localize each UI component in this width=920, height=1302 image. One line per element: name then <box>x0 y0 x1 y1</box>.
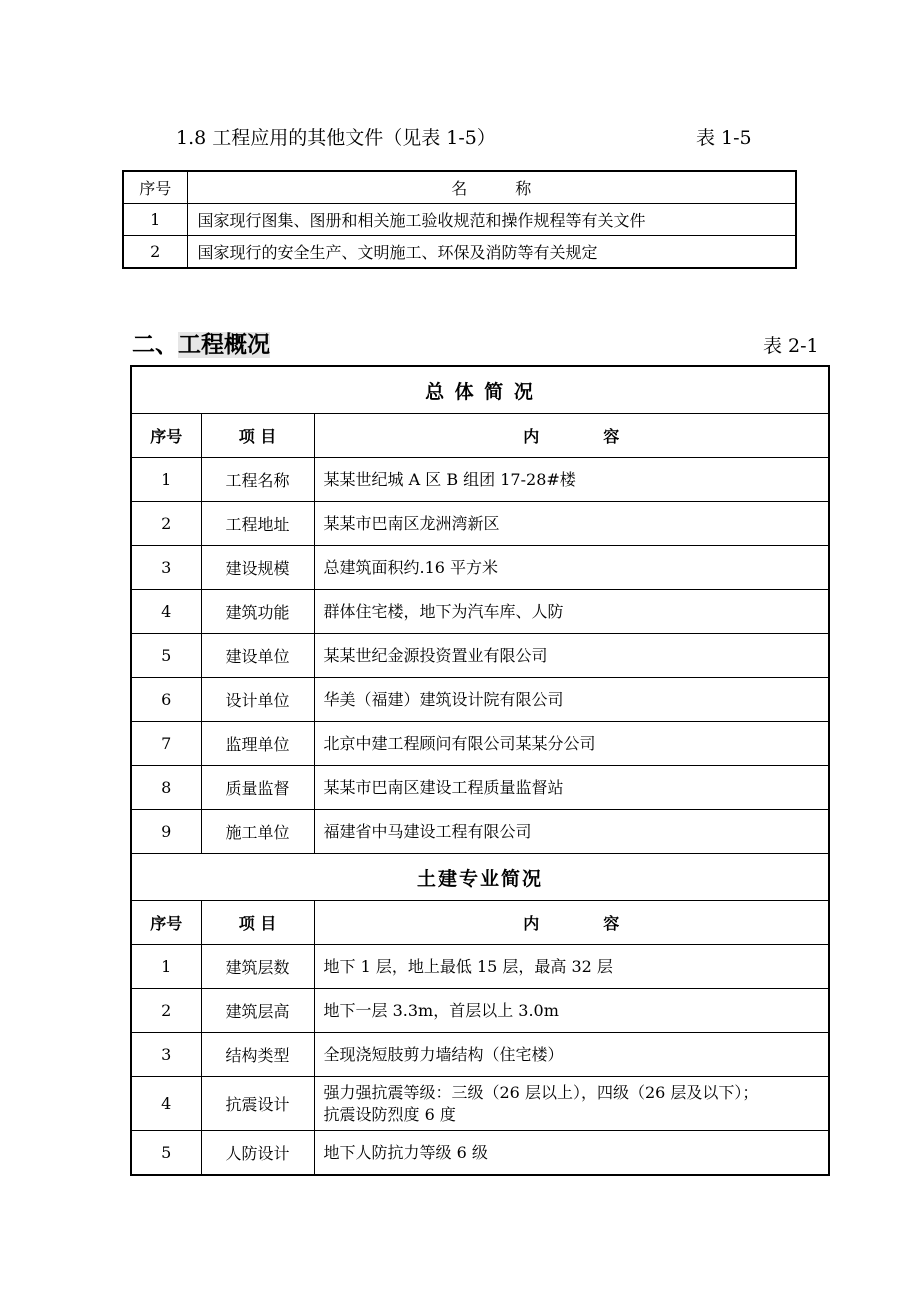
row-item: 监理单位 <box>201 722 314 766</box>
row-content: 地下人防抗力等级 6 级 <box>314 1131 829 1176</box>
section-2-title <box>132 326 270 359</box>
row-item: 人防设计 <box>201 1131 314 1176</box>
row-item: 施工单位 <box>201 810 314 854</box>
row-content: 某某世纪城 A 区 B 组团 17-28#楼 <box>314 458 829 502</box>
header-content: 内 容 <box>314 901 829 945</box>
row-content: 某某市巴南区龙洲湾新区 <box>314 502 829 546</box>
table-1-5-caption: 表 1-5 <box>696 127 752 149</box>
header-content: 内 容 <box>314 414 829 458</box>
row-item: 抗震设计 <box>201 1077 314 1131</box>
row-item: 建设单位 <box>201 634 314 678</box>
table-row <box>131 945 829 989</box>
row-no: 9 <box>131 810 201 854</box>
table-row <box>123 236 796 269</box>
row-no: 2 <box>131 502 201 546</box>
header-no: 序号 <box>131 414 201 458</box>
table-row <box>131 989 829 1033</box>
section-2-prefix: 二、 <box>132 332 178 358</box>
row-name: 国家现行图集、图册和相关施工验收规范和操作规程等有关文件 <box>187 204 796 236</box>
row-content-line-2: 抗震设防烈度 6 度 <box>323 1104 456 1124</box>
row-no: 7 <box>131 722 201 766</box>
row-no: 2 <box>131 989 201 1033</box>
table-row <box>131 634 829 678</box>
overview-title: 总 体 简 况 <box>131 366 829 414</box>
row-content: 福建省中马建设工程有限公司 <box>314 810 829 854</box>
table-row <box>131 1033 829 1077</box>
row-no: 5 <box>131 1131 201 1176</box>
row-content: 全现浇短肢剪力墙结构（住宅楼） <box>314 1033 829 1077</box>
row-no: 1 <box>131 945 201 989</box>
table-row <box>131 590 829 634</box>
row-item: 建筑层高 <box>201 989 314 1033</box>
row-content <box>314 1077 829 1131</box>
row-item: 设计单位 <box>201 678 314 722</box>
table-header-row <box>123 171 796 204</box>
row-item: 建设规模 <box>201 546 314 590</box>
row-item: 建筑功能 <box>201 590 314 634</box>
header-item: 项 目 <box>201 901 314 945</box>
table-row <box>131 458 829 502</box>
row-content: 地下一层 3.3m，首层以上 3.0m <box>314 989 829 1033</box>
section-1-8-title: 1.8 工程应用的其他文件（见表 1-5） <box>176 127 496 149</box>
section-2-heading-text: 工程概况 <box>178 332 270 358</box>
row-content: 华美（福建）建筑设计院有限公司 <box>314 678 829 722</box>
row-no: 3 <box>131 546 201 590</box>
table-2-1 <box>130 365 830 1176</box>
table-row <box>131 502 829 546</box>
row-no: 8 <box>131 766 201 810</box>
row-content-line-1: 强力强抗震等级：三级（26 层以上），四级（26 层及以下）； <box>323 1082 759 1102</box>
header-no: 序号 <box>131 901 201 945</box>
row-no: 3 <box>131 1033 201 1077</box>
header-name: 名 称 <box>187 171 796 204</box>
table-row <box>131 1077 829 1131</box>
header-no: 序号 <box>123 171 187 204</box>
row-content: 地下 1 层，地上最低 15 层，最高 32 层 <box>314 945 829 989</box>
table-row <box>131 810 829 854</box>
row-content: 群体住宅楼，地下为汽车库、人防 <box>314 590 829 634</box>
table-row <box>131 678 829 722</box>
row-item: 工程名称 <box>201 458 314 502</box>
row-no: 1 <box>131 458 201 502</box>
table-row <box>131 722 829 766</box>
row-name: 国家现行的安全生产、文明施工、环保及消防等有关规定 <box>187 236 796 269</box>
row-content: 总建筑面积约.16 平方米 <box>314 546 829 590</box>
table-row <box>131 546 829 590</box>
row-no: 6 <box>131 678 201 722</box>
row-item: 工程地址 <box>201 502 314 546</box>
overview-column-header <box>131 414 829 458</box>
row-item: 建筑层数 <box>201 945 314 989</box>
row-no: 4 <box>131 590 201 634</box>
row-no: 4 <box>131 1077 201 1131</box>
table-row <box>131 766 829 810</box>
row-item: 质量监督 <box>201 766 314 810</box>
row-no: 5 <box>131 634 201 678</box>
civil-column-header <box>131 901 829 945</box>
table-row <box>123 204 796 236</box>
row-no: 1 <box>123 204 187 236</box>
table-2-1-caption: 表 2-1 <box>763 335 819 357</box>
overview-section-header <box>131 366 829 414</box>
civil-title: 土建专业简况 <box>131 854 829 901</box>
row-content: 某某世纪金源投资置业有限公司 <box>314 634 829 678</box>
row-content: 北京中建工程顾问有限公司某某分公司 <box>314 722 829 766</box>
table-1-5 <box>122 170 797 269</box>
table-row <box>131 1131 829 1176</box>
row-item: 结构类型 <box>201 1033 314 1077</box>
row-no: 2 <box>123 236 187 269</box>
row-content: 某某市巴南区建设工程质量监督站 <box>314 766 829 810</box>
civil-section-header <box>131 854 829 901</box>
header-item: 项 目 <box>201 414 314 458</box>
